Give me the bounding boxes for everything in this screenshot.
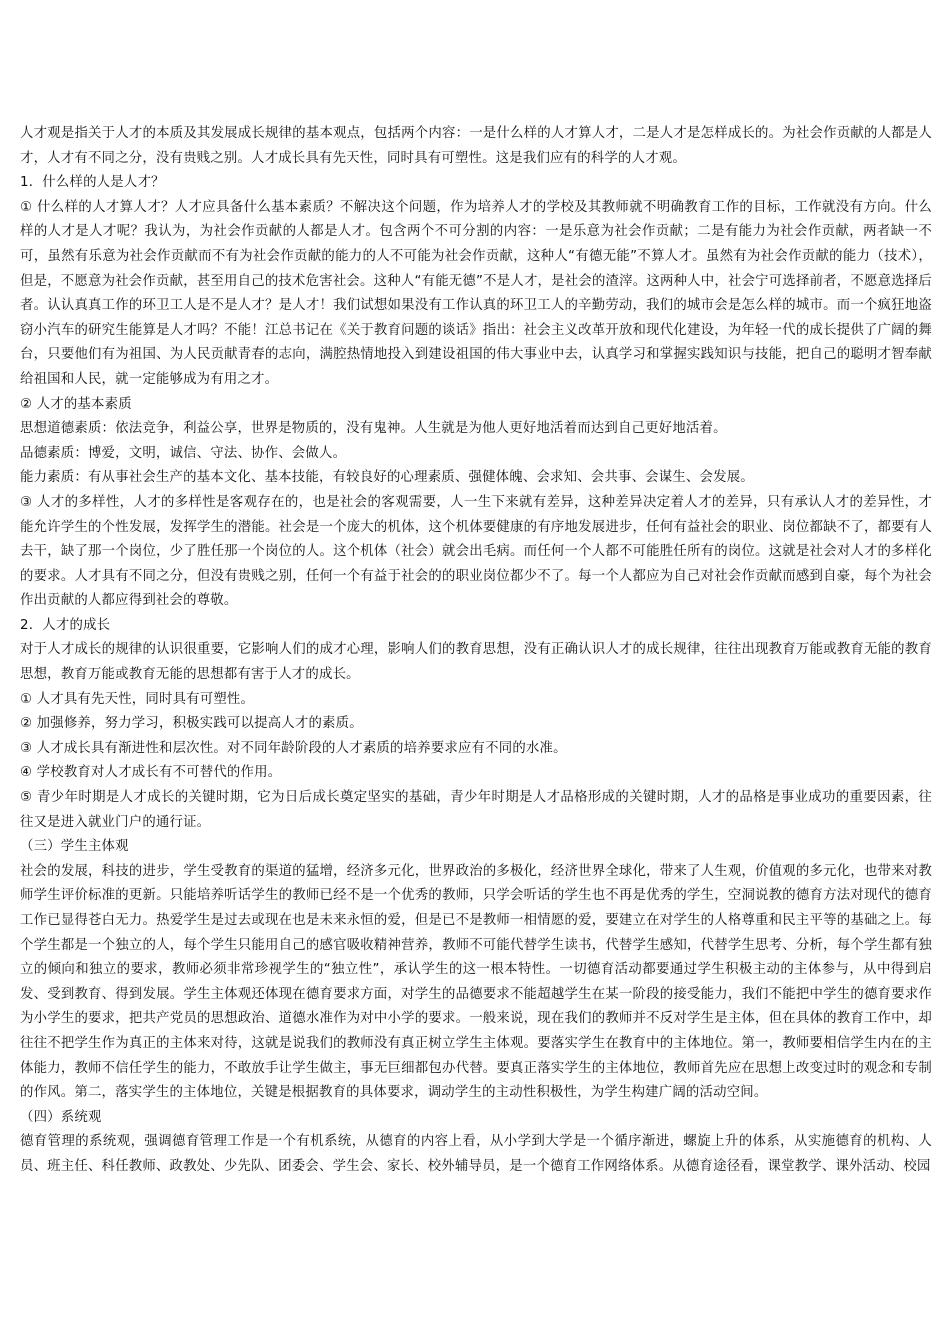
list-item-1: ① 什么样的人才算人才？人才应具备什么基本素质？不解决这个问题，作为培养人才的学校及其教师就不明确教育工作的目标，工作就没有方向。什么样的人才是人才呢？我认为，为社会作贡献的人都是人才。包含两个不可分割的内容：一是乐意为社会作贡献；二是有能力为社会作贡献，两者缺一不可，虽然有乐意为社会作贡献而不有为社会作贡献的能力的人不可能为社会作贡献，这种人“有德无能”不算人才。虽然有为社会作贡献的能力（技术），但是，不愿意为社会作贡献，甚至用自己的技术危害社会。这种人“有能无德”不是人才，是社会的渣滓。这两种人中，社会宁可选择前者，不愿意选择后者。认认真真工作的环卫工人是不是人才？是人才！我们试想如果没有工作认真的环卫工人的辛勤劳动，我们的城市会是怎么样的城市。而一个疯狂地盗窃小汽车的研究生能算是人才吗？不能！江总书记在《关于教育问题的谈话》指出：社会主义改革开放和现代化建设，为年轻一代的成长提供了广阔的舞台，只要他们有为祖国、为人民贡献青春的志向，满腔热情地投入到建设祖国的伟大事业中去，认真学习和掌握实践知识与技能，把自己的聪明才智奉献给祖国和人民，就一定能够成为有用之才。 bbox=[20, 199, 932, 387]
list-item-2: ② 人才的基本素质 bbox=[20, 396, 132, 412]
growth-item-5: ⑤ 青少年时期是人才成长的关键时期，它为日后成长奠定坚实的基础，青少年时期是人才品格形成的关键时期，人才的品格是事业成功的重要因素，往往又是进入就业门户的通行证。 bbox=[20, 790, 932, 830]
growth-intro-paragraph: 对于人才成长的规律的认识很重要，它影响人们的成才心理，影响人们的教育思想，没有正确认识人才的成长规律，往往出现教育万能或教育无能的教育思想，教育万能或教育无能的思想都有害于人才的成长。 bbox=[20, 642, 932, 683]
section-heading-3: （三）学生主体观 bbox=[20, 839, 129, 855]
section-heading-2: 2．人才的成长 bbox=[20, 617, 111, 633]
growth-item-3: ③ 人才成长具有渐进性和层次性。对不同年龄阶段的人才素质的培养要求应有不同的水准。 bbox=[20, 740, 567, 756]
growth-item-2: ② 加强修养，努力学习，积极实践可以提高人才的素质。 bbox=[20, 716, 363, 732]
quality-ability-line: 能力素质：有从事社会生产的基本文化、基本技能，有较良好的心理素质、强健体魄、会求知、会共事、会谋生、会发展。 bbox=[20, 470, 754, 486]
intro-paragraph: 人才观是指关于人才的本质及其发展成长规律的基本观点，包括两个内容：一是什么样的人才算人才，二是人才是怎样成长的。为社会作贡献的人都是人才，人才有不同之分，没有贵贱之别。人才成长具有先天性，同时具有可塑性。这是我们应有的科学的人才观。 bbox=[20, 126, 932, 166]
section-heading-4: （四）系统观 bbox=[20, 1109, 102, 1125]
section-heading-1: 1．什么样的人是人才？ bbox=[20, 175, 165, 191]
system-view-paragraph: 德育管理的系统观，强调德育管理工作是一个有机系统，从德育的内容上看，从小学到大学是一个循序渐进，螺旋上升的体系，从实施德育的机构、人员、班主任、科任教师、政教处、少先队、团委会、学生会、家长、校外辅导员，是一个德育工作网络体系。从德育途径看，课堂教学、课外活动、校园 bbox=[20, 1134, 932, 1174]
growth-item-4: ④ 学校教育对人才成长有不可替代的作用。 bbox=[20, 765, 282, 781]
quality-moral-line: 思想道德素质：依法竞争，利益公享，世界是物质的，没有鬼神。人生就是为他人更好地活着而达到自己更好地活着。 bbox=[20, 421, 727, 437]
list-item-3: ③ 人才的多样性，人才的多样性是客观存在的，也是社会的客观需要，人一生下来就有差异，这种差异决定着人才的差异，只有承认人才的差异性，才能允许学生的个性发展，发挥学生的潜能。社会是一个庞大的机体，这个机体要健康的有序地发展进步，任何有益社会的职业、岗位都缺不了，都要有人去干，缺了那一个岗位，少了胜任那一个岗位的人。这个机体（社会）就会出毛病。而任何一个人都不可能胜任所有的岗位。这就是社会对人才的多样化的要求。人才具有不同之分，但没有贵贱之别，任何一个有益于社会的的职业岗位都少不了。每一个人都应为自己对社会作贡献而感到自豪，每个为社会作出贡献的人都应得到社会的尊敬。 bbox=[20, 494, 932, 609]
quality-character-line: 品德素质：博爱，文明，诚信、守法、协作、会做人。 bbox=[20, 445, 347, 461]
growth-item-1: ① 人才具有先天性，同时具有可塑性。 bbox=[20, 691, 255, 707]
document-page bbox=[20, 122, 932, 1180]
student-subject-paragraph: 社会的发展，科技的进步，学生受教育的渠道的猛增，经济多元化，世界政治的多极化，经济世界全球化，带来了人生观，价值观的多元化，也带来对教师学生评价标准的更新。只能培养听话学生的教师已经不是一个优秀的教师，只学会听话的学生也不再是优秀的学生，空洞说教的德育方法对现代的德育工作已显得苍白无力。热爱学生是过去或现在也是未来永恒的爱，但是已不是教师一相情愿的爱，要建立在对学生的人格尊重和民主平等的基础之上。每个学生都是一个独立的人，每个学生只能用自己的感官吸收精神营养，教师不可能代替学生读书，代替学生感知，代替学生思考、分析，每个学生都有独立的倾向和独立的要求，教师必须非常珍视学生的“独立性”，承认学生的这一根本特性。一切德育活动都要通过学生积极主动的主体参与，从中得到启发、受到教育、得到发展。学生主体观还体现在德育要求方面，对学生的品德要求不能超越学生在某一阶段的接受能力，我们不能把中学生的德育要求作为小学生的要求，把共产党员的思想政治、道德水准作为对中小学的要求。一般来说，现在我们的教师并不反对学生是主体，但在具体的教育工作中，却往往不把学生作为真正的主体来对待，这就是说我们的教师没有真正树立学生主体观。要落实学生在教育中的主体地位。第一，教师要相信学生内在的主体能力，教师不信任学生的能力，不敢放手让学生做主，事无巨细都包办代替。要真正落实学生的主体地位，教师首先应在思想上改变过时的观念和专制的作风。第二，落实学生的主体地位，关键是根据教育的具体要求，调动学生的主动性积极性，为学生构建广阔的活动空间。 bbox=[20, 863, 932, 1101]
